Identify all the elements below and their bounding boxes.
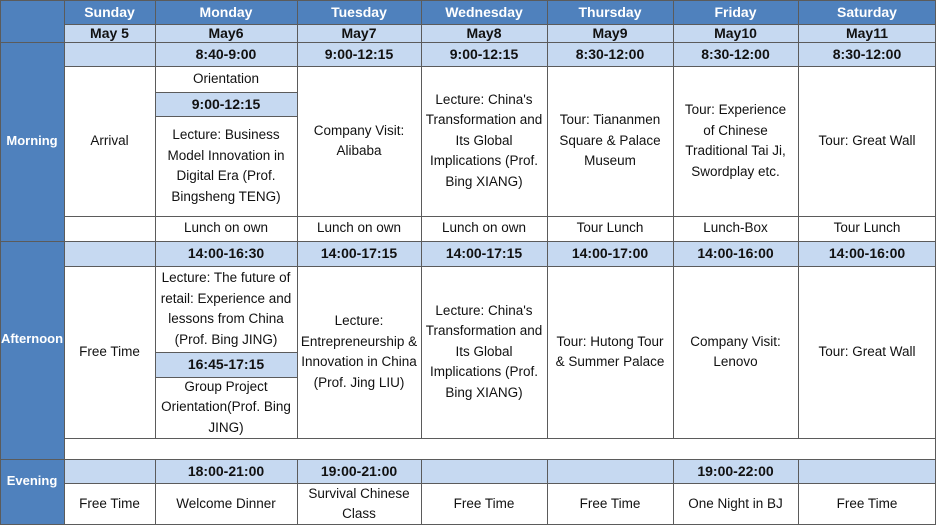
evening-time-friday: 19:00-22:00 bbox=[673, 459, 798, 483]
evening-time-thursday bbox=[547, 459, 673, 483]
corner-date-cell bbox=[0, 24, 64, 42]
lunch-wednesday: Lunch on own bbox=[441, 220, 527, 236]
section-label-morning: Morning bbox=[0, 42, 64, 241]
afternoon-time-wednesday: 14:00-17:15 bbox=[421, 241, 547, 266]
evening-time-tuesday: 19:00-21:00 bbox=[297, 459, 421, 483]
date-saturday: May11 bbox=[798, 24, 936, 42]
afternoon-monday-sub-time: 16:45-17:15 bbox=[155, 352, 297, 377]
afternoon-time-sunday bbox=[64, 241, 155, 266]
evening-monday: Welcome Dinner bbox=[176, 495, 276, 511]
afternoon-saturday: Tour: Great Wall bbox=[818, 343, 916, 359]
afternoon-time-saturday: 14:00-16:00 bbox=[798, 241, 936, 266]
date-sunday: May 5 bbox=[64, 24, 155, 42]
morning-thursday: Tour: Tiananmen Square & Palace Museum bbox=[559, 112, 661, 169]
morning-time-sunday bbox=[64, 42, 155, 66]
afternoon-thursday: Tour: Hutong Tour & Summer Palace bbox=[555, 333, 665, 369]
corner-cell bbox=[0, 0, 64, 24]
morning-tuesday: Company Visit: Alibaba bbox=[313, 122, 405, 158]
morning-time-monday: 8:40-9:00 bbox=[155, 42, 297, 66]
evening-friday: One Night in BJ bbox=[688, 495, 783, 511]
morning-monday-orientation: Orientation bbox=[192, 70, 260, 86]
date-tuesday: May7 bbox=[297, 24, 421, 42]
afternoon-wednesday: Lecture: China's Transformation and Its Global Implications (Prof. Bing XIANG) bbox=[425, 302, 543, 400]
afternoon-time-monday: 14:00-16:30 bbox=[155, 241, 297, 266]
morning-time-friday: 8:30-12:00 bbox=[673, 42, 798, 66]
date-monday: May6 bbox=[155, 24, 297, 42]
morning-time-saturday: 8:30-12:00 bbox=[798, 42, 936, 66]
evening-wednesday: Free Time bbox=[453, 495, 515, 511]
afternoon-time-tuesday: 14:00-17:15 bbox=[297, 241, 421, 266]
evening-time-saturday bbox=[798, 459, 936, 483]
spacer-row bbox=[64, 438, 936, 459]
evening-time-wednesday bbox=[421, 459, 547, 483]
section-label-evening: Evening bbox=[0, 437, 64, 525]
morning-friday: Tour: Experience of Chinese Traditional Tai Ji, Swordplay etc. bbox=[684, 102, 787, 179]
morning-wednesday: Lecture: China's Transformation and Its Global Implications (Prof. Bing XIANG) bbox=[425, 91, 543, 189]
morning-time-tuesday: 9:00-12:15 bbox=[297, 42, 421, 66]
morning-time-wednesday: 9:00-12:15 bbox=[421, 42, 547, 66]
afternoon-time-friday: 14:00-16:00 bbox=[673, 241, 798, 266]
afternoon-monday-lecture: Lecture: The future of retail: Experience and lessons from China (Prof. Bing JING) bbox=[160, 270, 292, 347]
day-header-saturday: Saturday bbox=[798, 0, 936, 24]
evening-saturday: Free Time bbox=[836, 495, 898, 511]
evening-tuesday: Survival Chinese Class bbox=[308, 485, 410, 521]
evening-time-sunday bbox=[64, 459, 155, 483]
morning-time-thursday: 8:30-12:00 bbox=[547, 42, 673, 66]
day-header-sunday: Sunday bbox=[64, 0, 155, 24]
morning-monday-lecture: Lecture: Business Model Innovation in Digital Era (Prof. Bingsheng TENG) bbox=[167, 127, 285, 204]
day-header-tuesday: Tuesday bbox=[297, 0, 421, 24]
lunch-friday: Lunch-Box bbox=[703, 220, 768, 236]
lunch-saturday: Tour Lunch bbox=[833, 220, 901, 236]
section-label-afternoon: Afternoon bbox=[0, 241, 64, 437]
lunch-sunday bbox=[64, 216, 155, 241]
afternoon-sunday: Free Time bbox=[79, 343, 140, 359]
lunch-thursday: Tour Lunch bbox=[576, 220, 644, 236]
day-header-friday: Friday bbox=[673, 0, 798, 24]
morning-saturday: Tour: Great Wall bbox=[818, 132, 916, 148]
afternoon-tuesday: Lecture: Entrepreneurship & Innovation in China (Prof. Jing LIU) bbox=[300, 313, 418, 390]
afternoon-friday: Company Visit: Lenovo bbox=[690, 333, 781, 369]
afternoon-time-thursday: 14:00-17:00 bbox=[547, 241, 673, 266]
date-friday: May10 bbox=[673, 24, 798, 42]
evening-sunday: Free Time bbox=[79, 495, 140, 511]
morning-sunday: Arrival bbox=[90, 132, 129, 148]
day-header-thursday: Thursday bbox=[547, 0, 673, 24]
afternoon-monday-group: Group Project Orientation(Prof. Bing JING) bbox=[161, 378, 291, 435]
date-wednesday: May8 bbox=[421, 24, 547, 42]
day-header-monday: Monday bbox=[155, 0, 297, 24]
day-header-wednesday: Wednesday bbox=[421, 0, 547, 24]
lunch-monday: Lunch on own bbox=[183, 220, 269, 236]
evening-thursday: Free Time bbox=[579, 495, 641, 511]
morning-monday-sub-time: 9:00-12:15 bbox=[155, 92, 297, 116]
evening-time-monday: 18:00-21:00 bbox=[155, 459, 297, 483]
lunch-tuesday: Lunch on own bbox=[316, 220, 402, 236]
date-thursday: May9 bbox=[547, 24, 673, 42]
